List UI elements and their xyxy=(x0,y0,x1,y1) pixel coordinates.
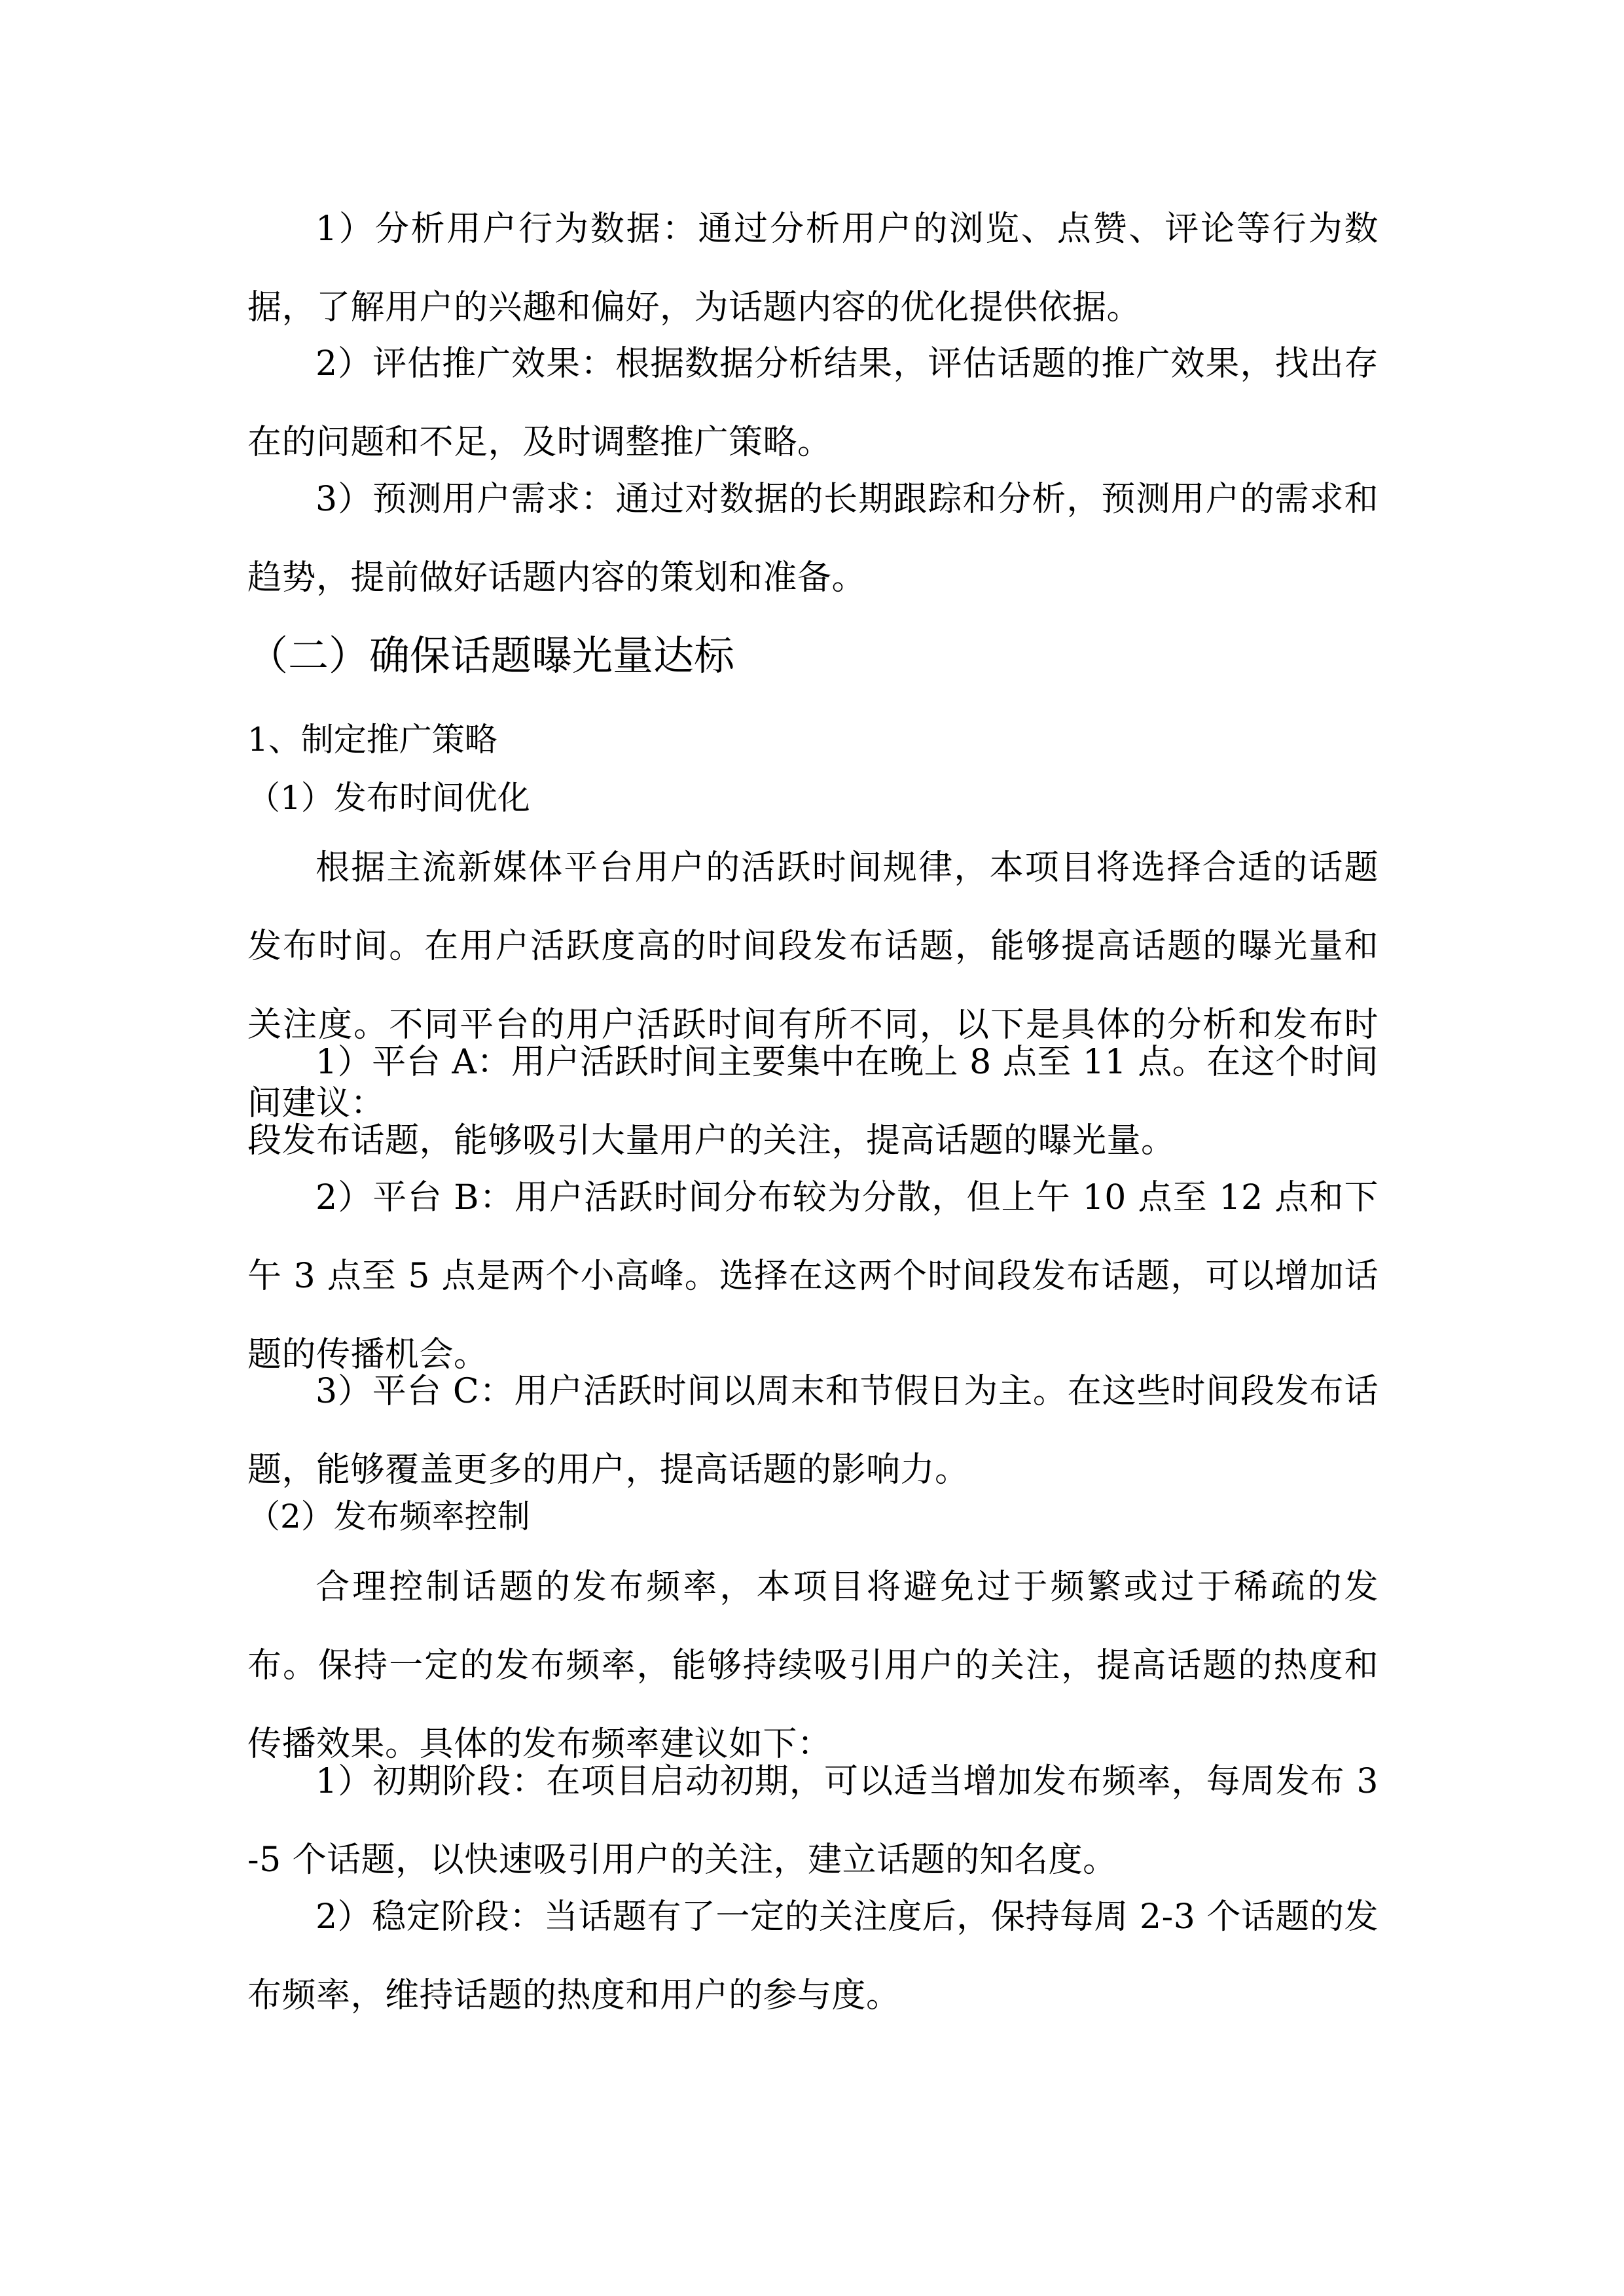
paragraph-platform-c: 3）平台 C：用户活跃时间以周末和节假日为主。在这些时间段发布话题，能够覆盖更多的用户，提高话题的影响力。 xyxy=(247,1372,1379,1490)
paragraph-user-behavior-analysis: 1）分析用户行为数据：通过分析用户的浏览、点赞、评论等行为数据，了解用户的兴趣和偏好，为话题内容的优化提供依据。 xyxy=(247,209,1379,327)
paragraph-frequency-intro: 合理控制话题的发布频率，本项目将避免过于频繁或过于稀疏的发布。保持一定的发布频率，能够持续吸引用户的关注，提高话题的热度和传播效果。具体的发布频率建议如下： xyxy=(247,1568,1379,1764)
subheading-publish-time: （1）发布时间优化 xyxy=(247,779,530,817)
subheading-publish-frequency: （2）发布频率控制 xyxy=(247,1498,530,1535)
paragraph-platform-a: 1）平台 A：用户活跃时间主要集中在晚上 8 点至 11 点。在这个时间段发布话题，能够吸引大量用户的关注，提高话题的曝光量。 xyxy=(247,1043,1379,1160)
paragraph-publish-time-intro: 根据主流新媒体平台用户的活跃时间规律，本项目将选择合适的话题发布时间。在用户活跃度高的时间段发布话题，能够提高话题的曝光量和关注度。不同平台的用户活跃时间有所不同，以下是具体的分析和发布时间建议： xyxy=(247,848,1379,1123)
paragraph-initial-stage: 1）初期阶段：在项目启动初期，可以适当增加发布频率，每周发布 3-5 个话题，以快速吸引用户的关注，建立话题的知名度。 xyxy=(247,1762,1379,1880)
paragraph-stable-stage: 2）稳定阶段：当话题有了一定的关注度后，保持每周 2-3 个话题的发布频率，维持话题的热度和用户的参与度。 xyxy=(247,1897,1379,2015)
section-heading-exposure: （二）确保话题曝光量达标 xyxy=(247,632,735,679)
paragraph-predict-demand: 3）预测用户需求：通过对数据的长期跟踪和分析，预测用户的需求和趋势，提前做好话题内容的策划和准备。 xyxy=(247,480,1379,598)
subheading-promotion-strategy: 1、制定推广策略 xyxy=(247,721,497,759)
paragraph-platform-b: 2）平台 B：用户活跃时间分布较为分散，但上午 10 点至 12 点和下午 3 点至 5 点是两个小高峰。选择在这两个时间段发布话题，可以增加话题的传播机会。 xyxy=(247,1178,1379,1374)
paragraph-evaluate-promotion: 2）评估推广效果：根据数据分析结果，评估话题的推广效果，找出存在的问题和不足，及时调整推广策略。 xyxy=(247,344,1379,462)
document-page xyxy=(247,0,1379,2296)
